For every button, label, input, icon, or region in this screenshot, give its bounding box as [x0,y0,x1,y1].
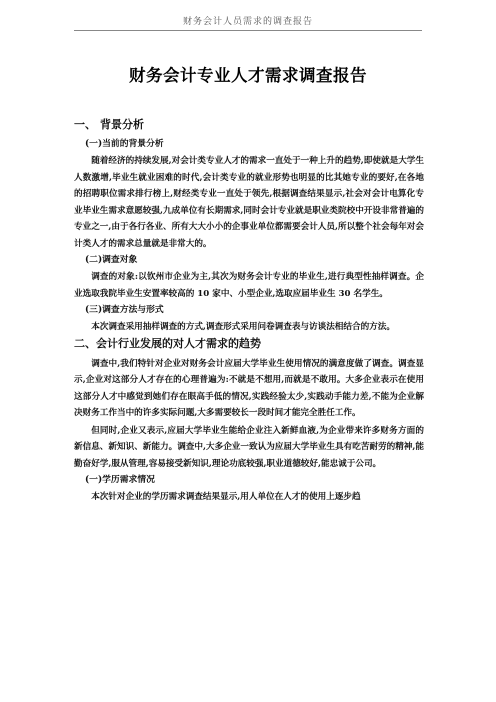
section-1-number: 一、 [74,118,96,131]
subsection-1-2-paragraph: 调查的对象:以钦州市企业为主,其次为财务会计专业的毕业生,进行典型性抽样调查。企业选取我院毕业生安置率较高的 10 家中、小型企业,选取应届毕业生 30 名学生。 [74,272,424,299]
subsection-1-3-paragraph: 本次调查采用抽样调查的方式,调查形式采用问卷调查表与访谈法相结合的方法。 [91,322,395,332]
section-1-title: 背景分析 [100,118,144,131]
subsection-1-1-title: (一)当前的背景分析 [85,139,164,149]
header-divider [74,30,422,31]
document-title: 财务会计专业人才需求调查报告 [129,66,367,85]
document-body [74,118,424,507]
section-1-heading [74,118,424,132]
subsection-2-1-paragraph: 本次针对企业的学历需求调查结果显示,用人单位在人才的使用上逐步趋 [91,492,361,502]
subsection-2-1-title: (一)学历需求情况 [85,475,155,485]
subsection-1-3-title: (三)调查方法与形式 [85,305,164,315]
running-header: 财务会计人员需求的调查报告 [182,17,313,27]
section-2-heading: 二、会计行业发展的对人才需求的趋势 [74,336,261,350]
section-2-paragraph-2: 但同时,企业又表示,应届大学毕业生能给企业注入新鲜血液,为企业带来许多财务方面的新信息、新知识、新能力。调查中,大多企业一致认为应届大学毕业生具有吃苦耐劳的精神,能勤奋好学,服从管理,容易接受新知识,理论功底较强,职业道德较好,能忠诚于公司。 [74,425,424,469]
section-2-paragraph-1: 调查中,我们特针对企业对财务会计应届大学毕业生使用情况的满意度做了调查。调查显示,企业对这部分人才存在的心理普遍为:不就是不想用,而就是不敢用。大多企业表示在使用这部分人才中感觉到她们存在眼高手低的情况,实践经验太少,实践动手能力差,不能为企业解决财务工作当中的许多实际问题,大多需要较长一段时间才能完全胜任工作。 [74,358,424,418]
subsection-1-1-paragraph: 随着经济的持续发展,对会计类专业人才的需求一直处于一种上升的趋势,即使就是大学生人数激增,毕业生就业困难的时代,会计类专业的就业形势也明显的比其她专业的要好,在各地的招聘职位需求排行榜上,财经类专业一直处于领先,根据调查结果显示,社会对会计电算化专业毕业生需求意愿较强,九成单位有长期需求,同时会计专业就是职业类院校中开设非常普遍的专业之一,由于各行各业、所有大大小小的企事业单位都需要会计人员,所以整个社会每年对会计类人才的需求总量就是非常大的。 [74,156,424,249]
subsection-1-2-title: (二)调查对象 [85,255,138,265]
